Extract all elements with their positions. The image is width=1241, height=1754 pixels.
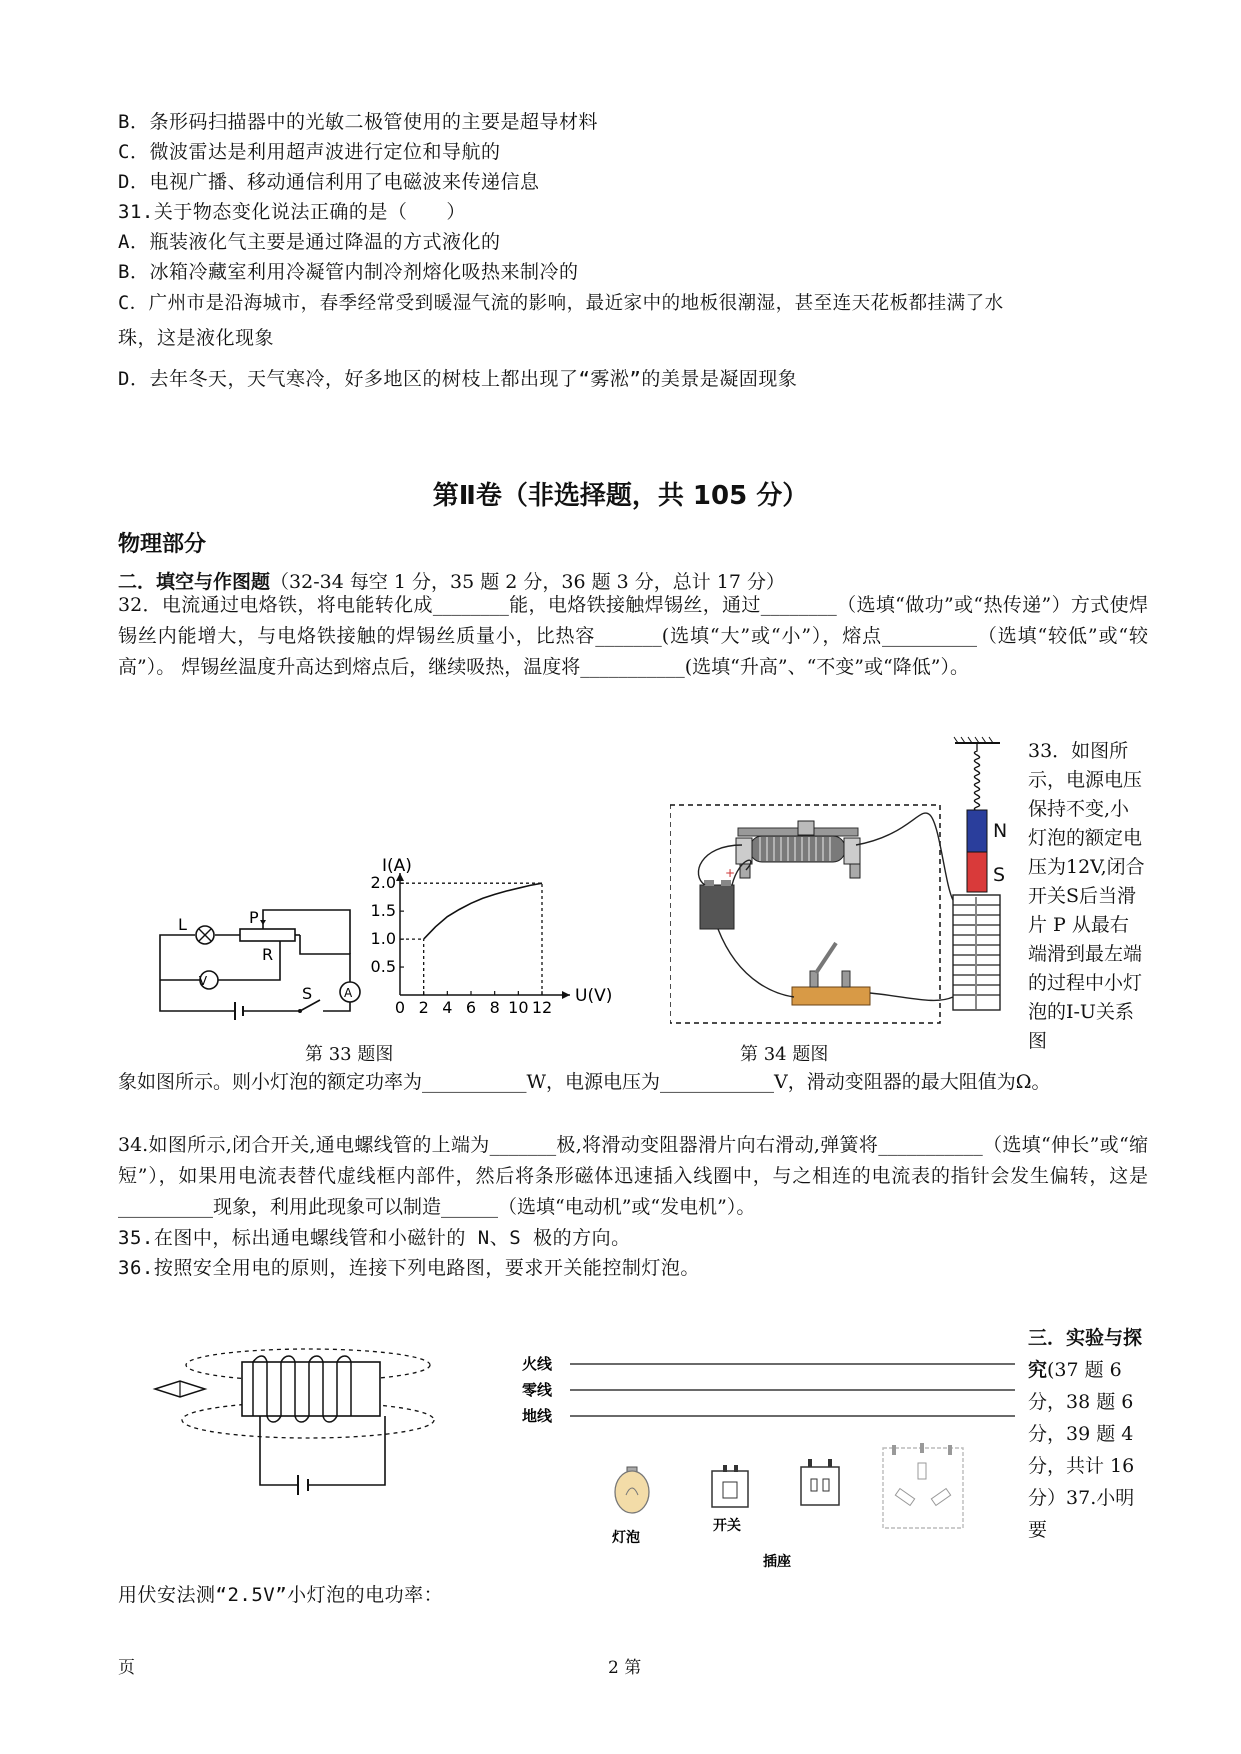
q37-start: 37.小明要 [1028, 1487, 1135, 1541]
live-wire-label: 火线 [522, 1355, 553, 1373]
neutral-wire-label: 零线 [522, 1381, 553, 1399]
q31-option-d: D．去年冬天，天气寒冷，好多地区的树枝上都出现了“雾淞”的美景是凝固现象 [118, 368, 798, 390]
part2-title: 第Ⅱ卷（非选择题，共 105 分） [432, 481, 809, 511]
ground-wire-label: 地线 [522, 1407, 553, 1425]
y-tick-label: 2.0 [370, 873, 396, 893]
q33-side-text: 33．如图所示，电源电压保持不变,小灯泡的额定电压为12V,闭合开关S后当滑片 P 从最右端滑到最左端的过程中小灯泡的I-U关系图 [1028, 740, 1145, 1052]
label-resistor: R [262, 945, 274, 964]
y-tick-label: 0.5 [370, 957, 396, 977]
q36-text: 36.按照安全用电的原则，连接下列电路图，要求开关能控制灯泡。 [118, 1257, 700, 1279]
q37-continued: 用伏安法测“2.5V”小灯泡的电功率： [118, 1584, 444, 1606]
section3-label: 三．实验与探究 [1028, 1327, 1143, 1381]
section2-note: （32-34 每空 1 分，35 题 2 分，36 题 3 分，总计 17 分） [270, 571, 786, 593]
fig35-solenoid [150, 1345, 450, 1505]
label-switch: S [302, 984, 313, 1003]
y-tick-label: 1.0 [370, 929, 396, 949]
rheostat [736, 821, 860, 878]
three-pin-socket-icon [883, 1443, 963, 1528]
x-axis-label: U(V) [575, 986, 613, 1006]
label-lamp: L [178, 915, 187, 934]
footer-page-number: 2 第 [608, 1658, 642, 1678]
section3-note: (37 题 6 分，38 题 6 分，39 题 4 分，共计 16 分） [1028, 1359, 1135, 1509]
bulb-icon [615, 1467, 649, 1513]
label-slider: P [249, 908, 259, 927]
q31-option-c-line2: 珠，这是液化现象 [118, 327, 275, 349]
knife-switch [792, 943, 870, 1005]
q31-option-a: A．瓶装液化气主要是通过降温的方式液化的 [118, 231, 501, 253]
battery [700, 880, 734, 929]
iu-curve [424, 883, 542, 939]
option-c: C．微波雷达是利用超声波进行定位和导航的 [118, 141, 501, 163]
fig33-circuit [150, 880, 370, 1020]
option-d: D．电视广播、移动通信利用了电磁波来传递信息 [118, 171, 540, 193]
switch-icon [712, 1465, 748, 1507]
fig34-caption: 第 34 题图 [740, 1044, 829, 1065]
q33-continued: 象如图所示。则小灯泡的额定功率为___________W，电源电压为____________V，滑动变阻器的最大阻值为Ω。 [118, 1071, 1051, 1093]
physics-heading: 物理部分 [118, 532, 207, 557]
x-tick-label: 2 [418, 998, 429, 1017]
magnet-north-label: N [993, 820, 1008, 842]
x-tick-label: 8 [489, 998, 500, 1017]
q31-option-c-line1: C．广州市是沿海城市，春季经常受到暖湿气流的影响，最近家中的地板很潮湿，甚至连天花板都挂满了水 [118, 293, 1004, 314]
two-pin-socket-icon [801, 1459, 839, 1505]
x-axis-arrow [562, 991, 570, 999]
bulb-label: 灯泡 [612, 1530, 640, 1546]
x-tick-label: 12 [531, 998, 553, 1017]
battery-plus: + [725, 866, 736, 880]
label-voltmeter: V [198, 974, 208, 988]
x-tick-label: 10 [508, 998, 529, 1017]
y-axis-label: I(A) [382, 856, 412, 876]
q31-stem: 31.关于物态变化说法正确的是（ ） [118, 201, 466, 223]
section2-label: 二．填空与作图题 [118, 571, 271, 593]
y-tick-label: 1.5 [370, 901, 396, 921]
option-b: B．条形码扫描器中的光敏二极管使用的主要是超导材料 [118, 111, 598, 133]
label-ammeter: A [344, 986, 353, 1000]
q34-text: 34.如图所示,闭合开关,通电螺线管的上端为_______极,将滑动变阻器滑片向右滑动,弹簧将___________（选填“伸长”或“缩短”），如果用电流表替代虚线框内部件，然后将条形磁体迅速插入线圈中，与之相连的电流表的指针会发生偏转，这是__________现象，利用此现象可以制造______（选填“电动机”或“发电机”）。 [118, 1134, 1148, 1218]
x-tick-label: 4 [442, 998, 453, 1017]
socket-label: 插座 [763, 1554, 791, 1570]
bar-magnet-south [967, 852, 987, 892]
footer-left: 页 [118, 1658, 135, 1678]
rheostat-symbol [240, 929, 295, 941]
q35-text: 35.在图中，标出通电螺线管和小磁针的 N、S 极的方向。 [118, 1227, 631, 1249]
fig33-caption: 第 33 题图 [305, 1044, 394, 1065]
bar-magnet-north [967, 810, 987, 852]
solenoid-coil [953, 895, 1000, 1010]
q31-option-b: B．冰箱冷藏室利用冷凝管内制冷剂熔化吸热来制冷的 [118, 261, 579, 283]
section3-side [1028, 1322, 1146, 1546]
x-tick-label: 0 [394, 998, 406, 1017]
magnet-south-label: S [993, 864, 1006, 886]
fig34-apparatus [670, 735, 1035, 1030]
q32-text: 32．电流通过电烙铁，将电能转化成________能，电烙铁接触焊锡丝，通过________（选填“做功”或“热传递”）方式使焊锡丝内能增大，与电烙铁接触的焊锡丝质量小，比热容_______(选填“大”或“小”），熔点__________（选填“较低”或“较高”）。 焊锡丝温度升高达到熔点后，继续吸热，温度将___________(选填“升高”、“不变”或“降低”）。 [118, 594, 1148, 678]
x-tick-label: 6 [465, 998, 477, 1017]
switch-label: 开关 [713, 1518, 741, 1534]
fig36-wiring [520, 1345, 1020, 1575]
iu-chart [370, 855, 630, 1035]
